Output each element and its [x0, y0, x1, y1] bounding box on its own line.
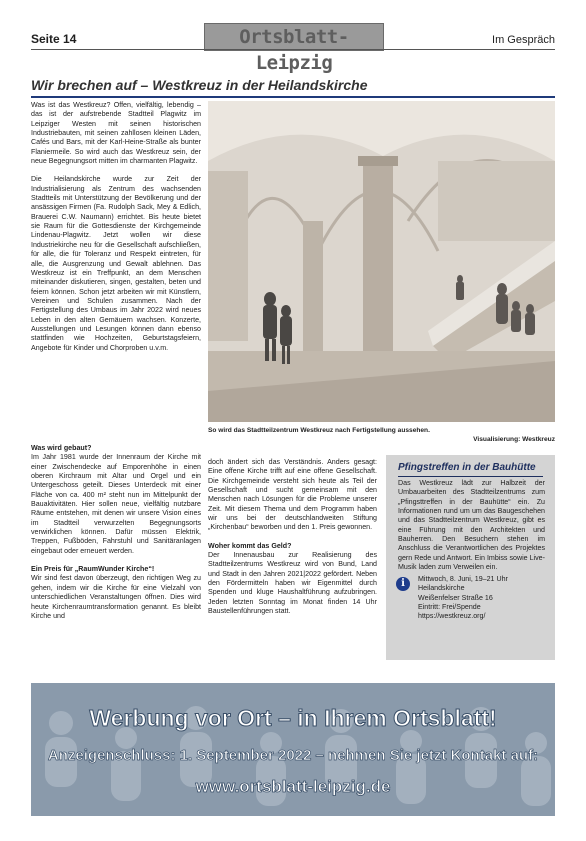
event-details	[418, 575, 548, 622]
ad-headline: Werbung vor Ort – in Ihrem Ortsblatt!	[89, 705, 497, 731]
church-interior-visualisation	[208, 101, 555, 422]
subheading: Ein Preis für „RaumWunder Kirche“!	[31, 565, 155, 574]
paragraph: Im Jahr 1981 wurde der Innenraum der Kirche mit einer Zwischendecke auf Emporenhöhe in einen oberen Kirchraum mit Altar und Orgel und ein Untergeschoss geteilt. Dieses Unterdeck mit einer Fläche von ca. 400 m² steht nun im Mittelpunkt der Bauaktivitäten. Hier sollen neue, vielfältig nutzbare Räume entstehen, mit denen wir unsere Vision eines im Stadtteil verwurzelten Begegnungsorts verwirklichen können. Dafür müssen Elektrik, Treppen, Fußböden, Fahrstuhl und Sanitäranlagen eingebaut oder erneuert werden.	[31, 453, 201, 555]
paragraph: Wir sind fest davon überzeugt, den richtigen Weg zu gehen, indem wir die Kirche für eine Vielzahl von unterschiedlichen Veranstaltungen öffnen. Dies wird heute Kirchenraumtransformation genannt. Es bleibt Kirche und	[31, 574, 201, 620]
subheading: Woher kommt das Geld?	[208, 541, 292, 550]
column-2	[208, 458, 377, 617]
event-website-link[interactable]: https://westkreuz.org/	[418, 612, 486, 621]
headline-rule	[31, 96, 555, 98]
section-label: Im Gespräch	[492, 34, 555, 46]
article-photo	[208, 101, 555, 422]
info-box-rule	[398, 476, 543, 477]
paragraph: Die Heilandskirche wurde zur Zeit der Industrialisierung als Zentrum des wachsenden Stadtteils mit Unterstützung der Bevölkerung und der ansässigen Firmen (Fa. Rudolph Sack, Mey & Edlich, Brauerei C.W. Naumann) errichtet. Bis heute bietet sie Raum für die Gottesdienste der Kirchgemeinde Lindenau-Plagwitz. Jetzt wollen wir diese Industriekirche neu für die Gesellschaft aufschließen, für alle, die für Toleranz und Respekt eintreten, für alle, die Ausgrenzung und Gewalt ablehnen. Das Westkreuz ist ein Treffpunkt, an dem Menschen miteinander diskutieren, singen, gestalten, beten und feiern können. Schon jetzt arbeiten wir mit Künstlern, Vereinen und Schulen zusammen. Nach der Fertigstellung des Umbaus im Jahr 2022 wird neues Leben in den alten Gemäuern wachsen. Konzerte, Ausstellungen und Lesungen können dann ebenso stattfinden wie Hochzeiten, Geburtstagsfeiern, Angebote für Kinder und Chorproben u.v.m.	[31, 175, 201, 352]
photo-caption: So wird das Stadtteilzentrum Westkreuz nach Fertigstellung aussehen.	[208, 427, 430, 434]
info-box-title: Pfingstreffen in der Bauhütte	[398, 462, 536, 473]
subheading: Was wird gebaut?	[31, 444, 92, 452]
photo-credit: Visualisierung: Westkreuz	[473, 436, 555, 443]
info-box-text: Das Westkreuz lädt zur Halbzeit der Umbauarbeiten des Stadtteilzentrums zum „Pfingsttreffen in der Bauhütte“ ein. Zu Informationen rund um um das Baugeschehen und das Stadtteilzentrum Westkreuz, gibt es eine Führung mit den Architekten und Bauherren. Den Besuchern stehen im Anschluss die Verantwortlichen des Projektes gern Rede und Antwort. Ein Imbiss sowie Live-Musik laden zum Verweilen ein.	[398, 479, 545, 572]
ad-deadline: Anzeigenschluss: 1. September 2022 – nehmen Sie jetzt Kontakt auf:	[47, 747, 539, 764]
page-number: Seite 14	[31, 32, 77, 46]
event-address: Weißenfelser Straße 16	[418, 593, 493, 602]
ad-website-link[interactable]: www.ortsblatt-leipzig.de	[195, 777, 391, 796]
column-1-bottom	[31, 444, 201, 621]
article-headline: Wir brechen auf – Westkreuz in der Heilandskirche	[31, 77, 368, 93]
paragraph: Der Innenausbau zur Realisierung des Stadtteilzentrums Westkreuz wird von Bund, Land und Stadt in den Jahren 2021|2022 gefördert. Neben den Fördermitteln haben wir Eigenmittel durch Spenden und kluge Haushaltführung aufzubringen. Jeden letzten Sonntag im Monat finden 14 Uhr Baustellenführungen statt.	[208, 551, 377, 616]
event-admission: Eintritt: Frei/Spende	[418, 603, 481, 612]
column-1-top	[31, 101, 201, 353]
info-box	[386, 455, 555, 660]
advertisement-banner	[31, 683, 555, 816]
paragraph: Was ist das Westkreuz? Offen, vielfältig, lebendig – das ist der aufstrebende Stadtteil Plagwitz im Leipziger Westen mit seinen historischen Industriebauten, mit seinen zahllosen kleinen Läden, Cafés und Bars, mit der Karl-Heine-Straße als bunter Flaniermeile. So wird auch das Westkreuz sein, der neue Begegnungsort mitten im charmanten Plagwitz.	[31, 101, 201, 166]
event-date: Mittwoch, 8. Juni, 19–21 Uhr	[418, 575, 508, 583]
paragraph: doch ändert sich das Verständnis. Anders gesagt: Eine offene Kirche trifft auf eine offene Gesellschaft. Die Kirchgemeinde versteht sich heute als Teil der Gesellschaft und sucht gemeinsam mit den Menschen nach Lösungen für die Probleme unserer Zeit. Mit diesem Thema und dem Programm haben wir uns bei der deutschlandweiten Stiftung „Kirchenbau“ beworben und den 1. Preis gewonnen.	[208, 458, 377, 532]
info-icon: i	[396, 577, 410, 591]
header-rule	[31, 49, 555, 50]
masthead-logo: Ortsblatt-Leipzig	[204, 23, 384, 51]
event-venue: Heilandskirche	[418, 584, 465, 593]
